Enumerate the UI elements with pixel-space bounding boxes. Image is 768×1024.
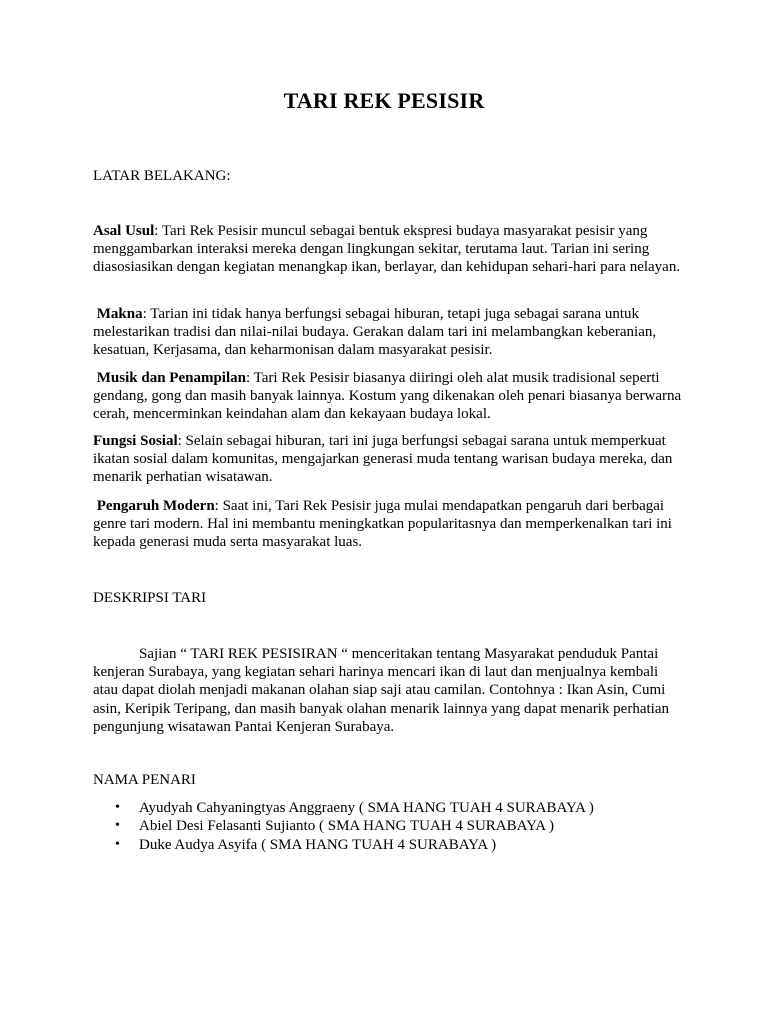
section-term: Musik dan Penampilan (96, 370, 246, 386)
dancer-name: Ayudyah Cahyaningtyas Anggraeny ( SMA HANG TUAH 4 SURABAYA ) (139, 800, 594, 816)
list-item (93, 836, 683, 854)
section-text: : Tari Rek Pesisir biasanya diiringi oleh alat musik tradisional seperti gendang, gong dan masih banyak lainnya. Kostum yang dikenakan oleh penari biasanya berwarna cerah, mencerminkan keindahan alam dan kekayaan budaya lokal. (93, 370, 682, 423)
section-term: Makna (96, 306, 143, 322)
section-text: : Tari Rek Pesisir muncul sebagai bentuk ekspresi budaya masyarakat pesisir yang menggambarkan interaksi mereka dengan lingkungan sekitar, terutama laut. Tarian ini sering diasosiasikan dengan kegiatan menangkap ikan, berlayar, dan kehidupan sehari-hari para nelayan. (93, 223, 681, 276)
section-fungsi-sosial (93, 432, 683, 487)
section-text: : Selain sebagai hiburan, tari ini juga berfungsi sebagai sarana untuk memperkuat ikatan sosial dalam komunitas, mengajarkan generasi muda tentang warisan budaya mereka, dan menarik perhatian wisatawan. (93, 433, 673, 486)
section-text: : Saat ini, Tari Rek Pesisir juga mulai mendapatkan pengaruh dari berbagai genre tari modern. Hal ini membantu meningkatkan popularitasnya dan memperkenalkan tari ini kepada generasi muda serta masyarakat luas. (93, 498, 672, 551)
section-term: Fungsi Sosial (93, 433, 178, 449)
document-title: TARI REK PESISIR (283, 88, 485, 113)
section-makna (93, 305, 683, 360)
section-term: Pengaruh Modern (96, 498, 215, 514)
list-item (93, 799, 683, 817)
section-term: Asal Usul (93, 223, 155, 239)
list-item (93, 817, 683, 835)
deskripsi-paragraph: Sajian “ TARI REK PESISIRAN “ menceritakan tentang Masyarakat penduduk Pantai kenjeran Surabaya, yang kegiatan sehari harinya mencari ikan di laut dan menjualnya kembali atau dapat diolah menjadi makanan olahan siap saji atau camilan. Contohnya : Ikan Asin, Cumi asin, Keripik Teripang, dan masih banyak olahan menarik lainnya yang dapat menarik perhatian pengunjung wisatawan Pantai Kenjeran Surabaya. (93, 646, 669, 735)
section-text: : Tarian ini tidak hanya berfungsi sebagai hiburan, tetapi juga sebagai sarana untuk melestarikan tradisi dan nilai-nilai budaya. Gerakan dalam tari ini melambangkan keberanian, kesatuan, Kerjasama, dan keharmonisan dalam masyarakat pesisir. (93, 306, 657, 359)
section-musik-penampilan (93, 369, 683, 424)
deskripsi-tari-heading: DESKRIPSI TARI (93, 590, 207, 606)
dancer-name: Duke Audya Asyifa ( SMA HANG TUAH 4 SURABAYA ) (139, 836, 497, 853)
latar-belakang-heading: LATAR BELAKANG: (93, 168, 231, 184)
nama-penari-heading: NAMA PENARI (93, 772, 196, 788)
dancer-list (93, 799, 683, 854)
section-asal-usul (93, 222, 683, 277)
bullet-icon: • (115, 818, 120, 834)
section-pengaruh-modern (93, 497, 683, 552)
dancer-name: Abiel Desi Felasanti Sujianto ( SMA HANG TUAH 4 SURABAYA ) (139, 818, 555, 835)
bullet-icon: • (115, 836, 120, 852)
bullet-icon: • (115, 800, 120, 815)
